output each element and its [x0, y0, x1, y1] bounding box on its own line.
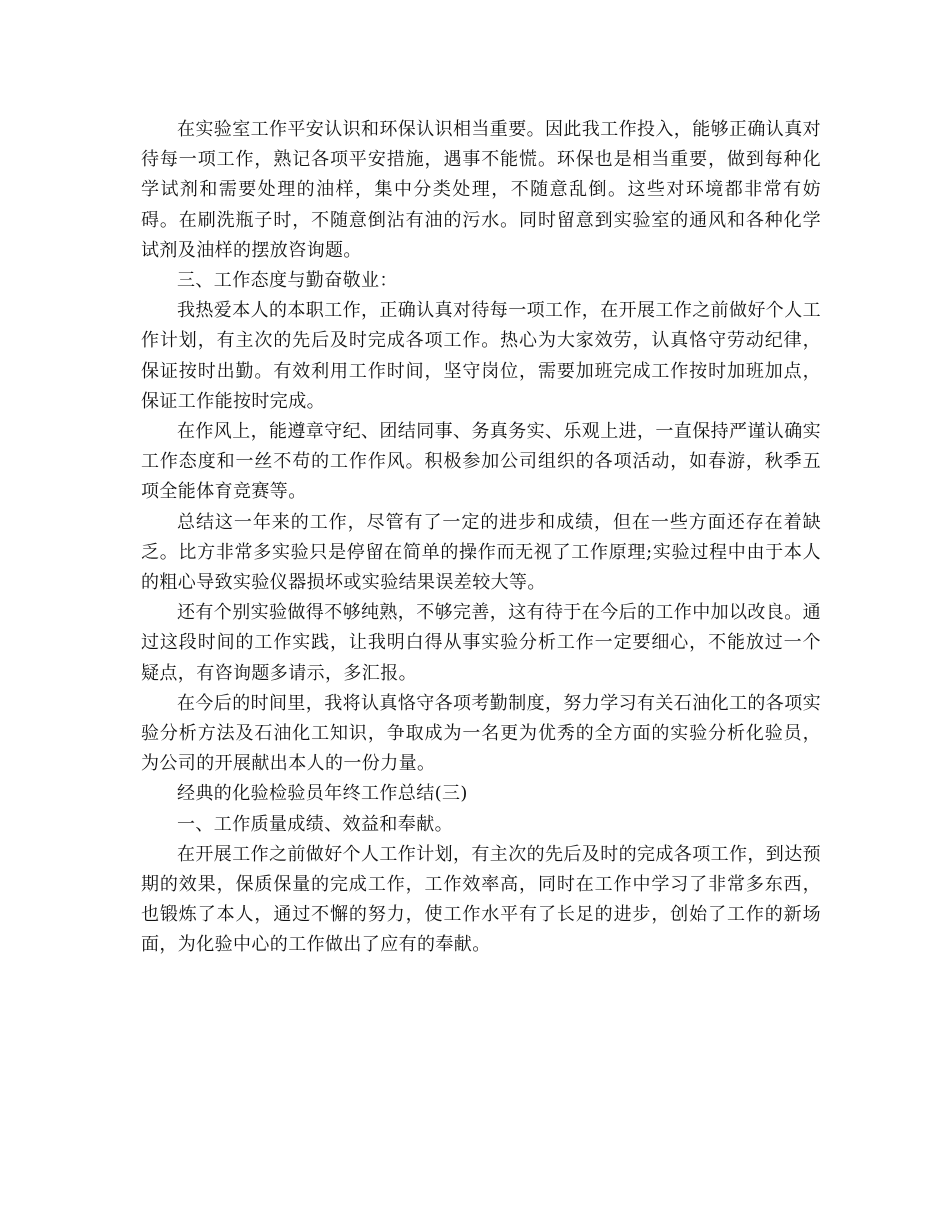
heading-work-quality: 一、工作质量成绩、效益和奉献。	[177, 813, 453, 835]
paragraph-future-plans: 在今后的时间里，我将认真恪守各项考勤制度，努力学习有关石油化工的各项实验分析方法及石油化工知识，争取成为一名更为优秀的全方面的实验分析化验员，为公司的开展献出本人的一份力量。	[141, 692, 821, 775]
paragraph-love-of-work: 我热爱本人的本职工作，正确认真对待每一项工作，在开展工作之前做好个人工作计划，有主次的先后及时完成各项工作。热心为大家效劳，认真恪守劳动纪律，保证按时出勤。有效利用工作时间，坚守岗位，需要加班完成工作按时加班加点，保证工作能按时完成。	[141, 300, 821, 412]
document-body	[141, 115, 821, 961]
paragraph-improvement: 还有个别实验做得不够纯熟，不够完善，这有待于在今后的工作中加以改良。通过这段时间的工作实践，让我明白得从事实验分析工作一定要细心，不能放过一个疑点，有咨询题多请示，多汇报。	[141, 602, 821, 684]
paragraph-safety-environment: 在实验室工作平安认识和环保认识相当重要。因此我工作投入，能够正确认真对待每一项工作，熟记各项平安措施，遇事不能慌。环保也是相当重要，做到每种化学试剂和需要处理的油样，集中分类处理，不随意乱倒。这些对环境都非常有妨碍。在刷洗瓶子时，不随意倒沾有油的污水。同时留意到实验室的通风和各种化学试剂及油样的摆放咨询题。	[141, 119, 821, 261]
paragraph-work-planning: 在开展工作之前做好个人工作计划，有主次的先后及时的完成各项工作，到达预期的效果，保质保量的完成工作，工作效率高，同时在工作中学习了非常多东西，也锻炼了本人，通过不懈的努力，使工作水平有了长足的进步，创始了工作的新场面，为化验中心的工作做出了应有的奉献。	[141, 843, 821, 956]
paragraph-summary-shortcomings: 总结这一年来的工作，尽管有了一定的进步和成绩，但在一些方面还存在着缺乏。比方非常多实验只是停留在简单的操作而无视了工作原理;实验过程中由于本人的粗心导致实验仪器损坏或实验结果误差较大等。	[141, 511, 821, 594]
heading-work-attitude: 三、工作态度与勤奋敬业：	[177, 270, 398, 292]
paragraph-work-style: 在作风上，能遵章守纪、团结同事、务真务实、乐观上进，一直保持严谨认确实工作态度和一丝不苟的工作作风。积极参加公司组织的各项活动，如春游，秋季五项全能体育竞赛等。	[141, 421, 821, 503]
section-title-summary-three: 经典的化验检验员年终工作总结(三)	[177, 783, 468, 805]
